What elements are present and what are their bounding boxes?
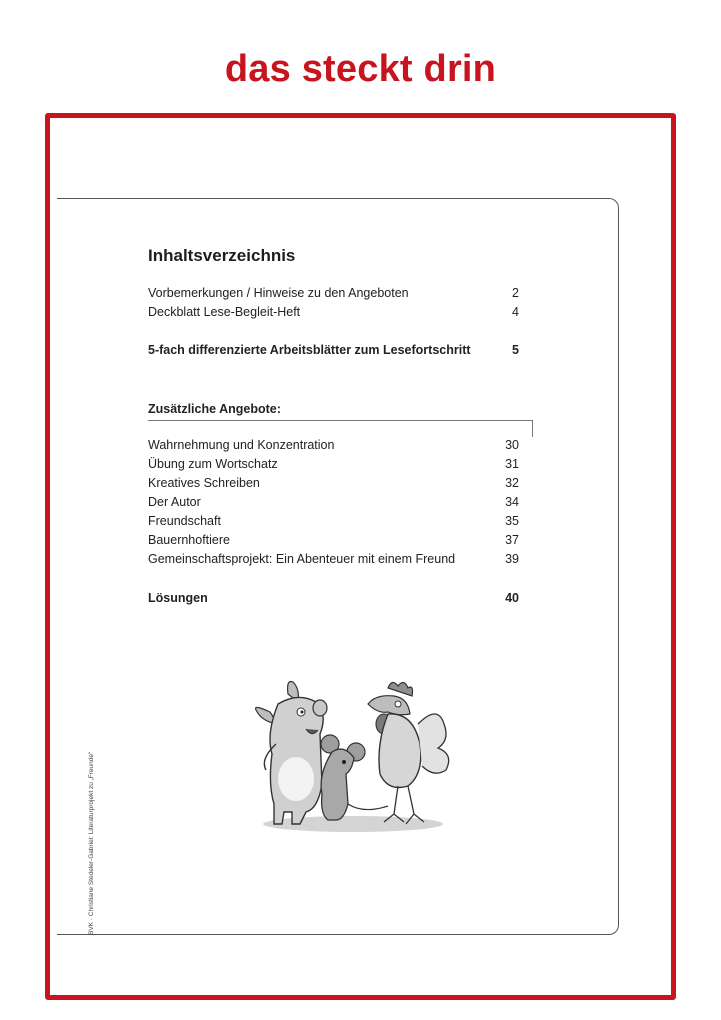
toc-entry-page: 4: [512, 305, 519, 319]
toc-entry-page: 40: [505, 591, 519, 605]
rooster-icon: [368, 682, 449, 824]
toc-heading: Inhaltsverzeichnis: [148, 246, 296, 265]
toc-entry-label: Kreatives Schreiben: [148, 476, 260, 490]
toc-entry-label: Gemeinschaftsprojekt: Ein Abenteuer mit einem Freund: [148, 552, 456, 566]
toc-entry: [148, 533, 519, 551]
toc-entry: [148, 552, 519, 570]
toc-entry-label: Der Autor: [148, 495, 201, 509]
toc-entry-page: 34: [505, 495, 519, 509]
toc-entry-label: 5-fach differenzierte Arbeitsblätter zum Lesefortschritt: [148, 343, 471, 357]
toc-entry-bold: [148, 343, 519, 361]
toc-entry-page: 37: [505, 533, 519, 547]
section-label-extras: Zusätzliche Angebote:: [148, 402, 281, 416]
toc-entry-page: 32: [505, 476, 519, 490]
farm-animals-illustration: [248, 674, 463, 834]
toc-entry-label: Deckblatt Lese-Begleit-Heft: [148, 305, 301, 319]
toc-entry: [148, 457, 519, 475]
toc-entry-page: 35: [505, 514, 519, 528]
toc-entry-page: 30: [505, 438, 519, 452]
toc-entry: [148, 286, 519, 304]
toc-entry: [148, 476, 519, 494]
toc-entry-label: Übung zum Wortschatz: [148, 457, 278, 471]
pig-icon: [256, 682, 327, 825]
toc-entry-label: Freundschaft: [148, 514, 221, 528]
side-credit-text: BVK · Christiane Stedeler-Gabriel: Literaturprojekt zu „Freunde“: [88, 751, 95, 935]
page-banner-title: das steckt drin: [224, 48, 497, 90]
toc-entry-page: 31: [505, 457, 519, 471]
mouse-icon: [321, 735, 388, 820]
toc-entry-label: Wahrnehmung und Konzentration: [148, 438, 335, 452]
toc-entry-page: 2: [512, 286, 519, 300]
toc-entry-label: Vorbemerkungen / Hinweise zu den Angeboten: [148, 286, 409, 300]
section-divider: [148, 420, 533, 421]
toc-entry: [148, 495, 519, 513]
toc-entry: [148, 438, 519, 456]
toc-entry: [148, 305, 519, 323]
toc-entry-page: 39: [505, 552, 519, 566]
toc-entry-page: 5: [512, 343, 519, 357]
toc-entry-label: Lösungen: [148, 591, 208, 605]
toc-entry-label: Bauernhoftiere: [148, 533, 231, 547]
toc-entry: [148, 514, 519, 532]
section-divider-tick: [532, 420, 533, 437]
toc-entry-solutions: [148, 591, 519, 609]
